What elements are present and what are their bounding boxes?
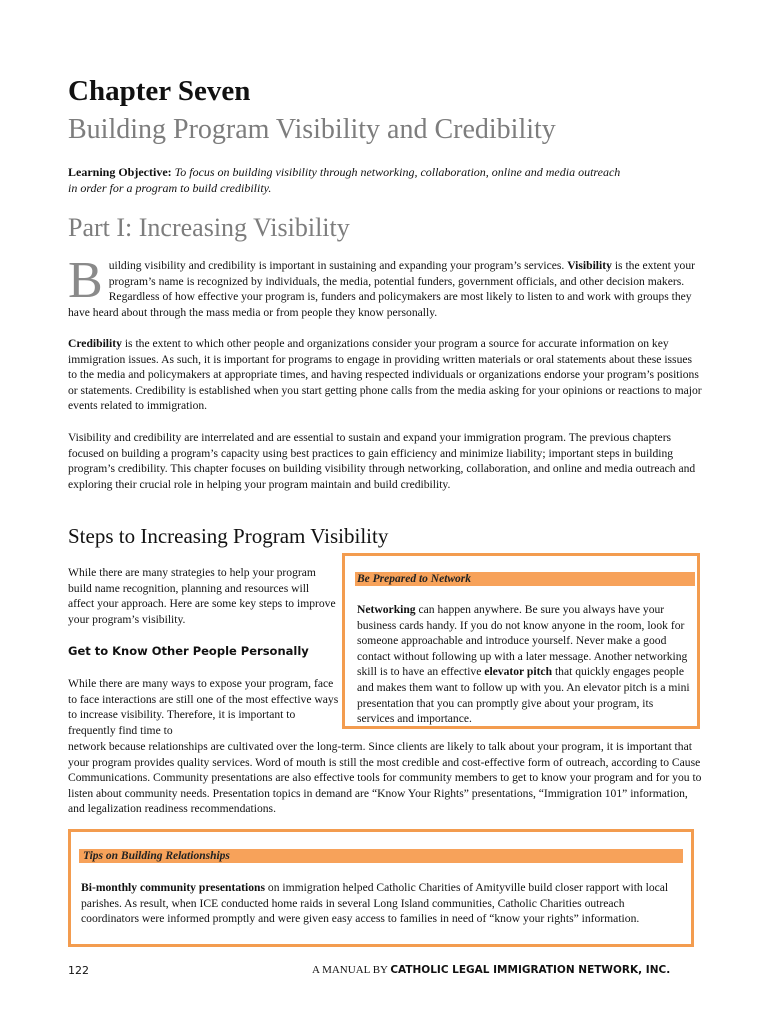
network-term-2: elevator pitch: [484, 665, 553, 679]
tips-callout-box: [68, 829, 694, 947]
steps-intro: While there are many strategies to help your program build name recognition, planning and resources will affect your approach. Here are some key steps to improve your program’s visibility.: [68, 566, 336, 626]
network-callout-box: [342, 553, 700, 729]
network-text-after: that quickly engages people and makes them want to follow up with you. An elevator pitch is a mini presentation that you can promptly give about your program, its services and importance.: [357, 665, 690, 726]
tips-callout-header: Tips on Building Relationships: [79, 849, 683, 863]
footer-prefix: A MANUAL BY: [312, 964, 388, 976]
credibility-paragraph: [68, 336, 702, 414]
drop-cap: B: [68, 252, 103, 309]
network-term: Networking: [357, 603, 416, 616]
footer-org: CATHOLIC LEGAL IMMIGRATION NETWORK, INC.: [390, 964, 671, 976]
intro-term: Visibility: [567, 259, 612, 272]
chapter-subtitle: Building Program Visibility and Credibility: [68, 114, 556, 145]
page-number: 122: [68, 964, 89, 977]
tips-term: Bi-monthly community presentations: [81, 881, 266, 894]
network-callout-body: [357, 602, 693, 727]
footer-credit: [312, 964, 670, 976]
learning-objective: [68, 164, 628, 196]
network-text-before: can happen anywhere. Be sure you always have your business cards handy. If you do not know anyone in the room, look for someone approachable and introduce yourself. Never make a good contact without following up with a later message. Another networking skill is to have an effective: [357, 603, 688, 679]
steps-title: Steps to Increasing Program Visibility: [68, 524, 389, 548]
chapter-title: Chapter Seven: [68, 75, 251, 107]
intro-text-after: is the extent your program’s name is recognized by individuals, the media, potential funders, government officials, and other decision makers. Regardless of how effective your program is, funders and policymakers are most likely to listen to and work with groups they have heard about through the mass media or from people they know personally.: [68, 259, 695, 319]
steps-paragraph-left: While there are many ways to expose your program, face to face interactions are still one of the most effective ways to increase visibility. Therefore, it is important to frequently find time to: [68, 677, 339, 737]
tips-text: on immigration helped Catholic Charities of Amityville build closer rapport with local parishes. As result, when ICE conducted home raids in several Long Island communities, Catholic Charities outreach coordinators were informed promptly and were given easy access to families in need of “know your rights” information.: [81, 881, 669, 926]
objective-label: Learning Objective:: [68, 165, 172, 179]
credibility-text: is the extent to which other people and organizations consider your program a source for accurate information on key immigration issues. As such, it is important for programs to engage in providing written materials or oral statements about these issues to the media and policymakers at appropriate times, and having respected individuals or organizations endorse your program’s positions or statements. Credibility is established when you start getting phone calls from the media asking for your opinions or reactions to major events related to immigration.: [68, 337, 702, 413]
objective-text: To focus on building visibility through networking, collaboration, online and media outreach in order for a program to build credibility.: [68, 165, 621, 195]
tips-callout-body: [81, 880, 681, 927]
section-heading: Get to Know Other People Personally: [68, 644, 309, 658]
intro-paragraph: [68, 252, 700, 320]
credibility-term: Credibility: [68, 337, 122, 350]
interrelated-paragraph: Visibility and credibility are interrelated and are essential to sustain and expand your immigration program. The previous chapters focused on building a program’s capacity using best practices to gain efficiency and minimize liability; important steps in building program’s credibility. This chapter focuses on building visibility through networking, collaboration, and online and media outreach and exploring their crucial role in helping your program maintain and build credibility.: [68, 431, 696, 491]
part-title: Part I: Increasing Visibility: [68, 213, 350, 242]
intro-text-before: uilding visibility and credibility is important in sustaining and expanding your program’s services.: [108, 259, 565, 272]
steps-paragraph-continued: network because relationships are cultivated over the long-term. Since clients are likely to talk about your program, it is important that your program provides quality services. Word of mouth is still the most credible and cost-effective form of outreach, according to Cause Communications. Community presentations are also effective tools for community members to get to know your program and for you to listen about community needs. Presentation topics in demand are “Know Your Rights” presentations, “Immigration 101” information, and legalization readiness recommendations.: [68, 740, 702, 816]
network-callout-header: Be Prepared to Network: [355, 572, 695, 586]
